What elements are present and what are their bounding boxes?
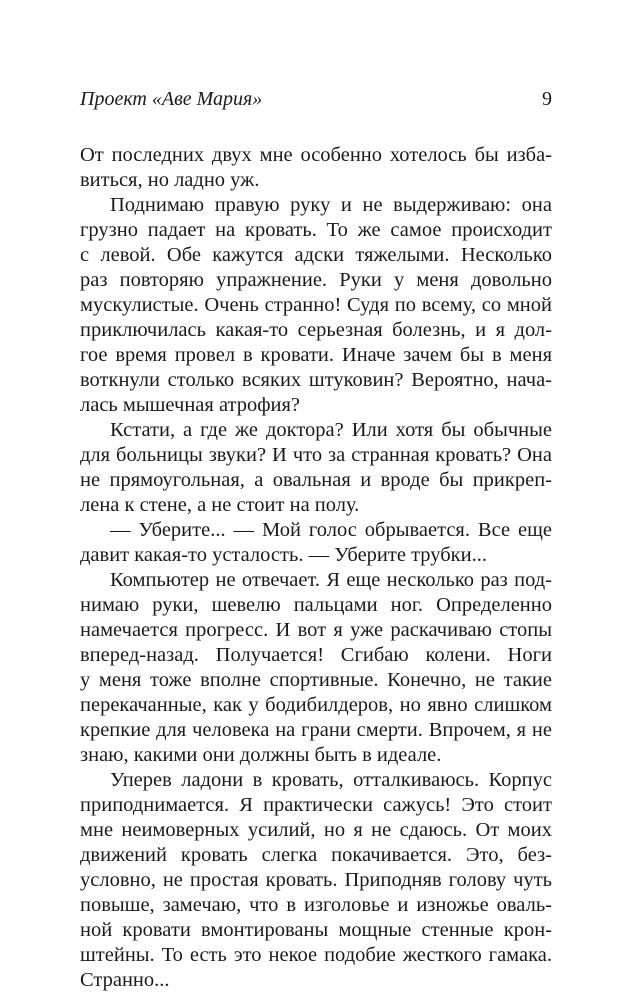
text-line: ной кровати вмонтированы мощные стенные крон- (80, 919, 552, 941)
text-line: — Уберите... — Мой голос обрывается. Все еще (110, 519, 552, 541)
text-line: грузно падает на кровать. То же самое происходит (80, 219, 552, 241)
text-line: нимаю руки, шевелю пальцами ног. Определенно (80, 594, 552, 616)
text-line: виться, но ладно уж. (80, 169, 260, 191)
text-line: намечается прогресс. И вот я уже раскачиваю стопы (80, 619, 552, 641)
text-line: Странно... (80, 969, 170, 991)
text-line: раз повторяю упражнение. Руки у меня довольно (80, 269, 552, 291)
text-line: гое время провел в кровати. Иначе зачем бы в меня (80, 344, 552, 366)
text-line: перекачанные, как у бодибилдеров, но явно слишком (80, 694, 552, 716)
text-line: у меня тоже вполне спортивные. Конечно, не такие (80, 669, 552, 691)
text-line: Кстати, а где же доктора? Или хотя бы обычные (110, 419, 552, 441)
text-line: мне неимоверных усилий, но я не сдаюсь. От моих (80, 819, 552, 841)
text-line: повыше, замечаю, что в изголовье и изножье оваль- (80, 894, 552, 916)
text-line: вперед-назад. Получается! Сгибаю колени. Ноги (80, 644, 552, 666)
text-line: лена к стене, а не стоит на полу. (80, 494, 360, 516)
text-line: знаю, какими они должны быть в идеале. (80, 744, 442, 766)
text-line: мускулистые. Очень странно! Судя по всему, со мной (80, 294, 552, 316)
text-line: с левой. Обе кажутся адски тяжелыми. Несколько (80, 244, 552, 266)
text-line: приподнимается. Я практически сажусь! Это стоит (80, 794, 552, 816)
text-line: воткнули столько всяких штуковин? Вероятно, нача- (80, 369, 552, 391)
text-line: Поднимаю правую руку и не выдерживаю: она (110, 194, 552, 216)
text-line: условно, не простая кровать. Приподняв голову чуть (80, 869, 552, 891)
text-line: движений кровать слегка покачивается. Это, без- (80, 844, 552, 866)
text-line: для больницы звуки? И что за странная кровать? Она (80, 444, 552, 466)
page-number: 9 (542, 88, 552, 110)
text-line: Уперев ладони в кровать, отталкиваюсь. Корпус (110, 769, 552, 791)
text-line: давит какая-то усталость. — Уберите трубки... (80, 544, 487, 566)
text-line: не прямоугольная, а овальная и вроде бы прикреп- (80, 469, 552, 491)
text-line: Компьютер не отвечает. Я еще несколько раз под- (110, 569, 552, 591)
text-line: крепкие для человека на грани смерти. Впрочем, я не (80, 719, 552, 741)
text-line: приключилась какая-то серьезная болезнь, и я дол- (80, 319, 552, 341)
text-line: От последних двух мне особенно хотелось бы изба- (80, 144, 552, 166)
text-line: штейны. То есть это некое подобие жесткого гамака. (80, 944, 552, 966)
running-title: Проект «Аве Мария» (80, 88, 263, 110)
text-line: лась мышечная атрофия? (80, 394, 301, 416)
